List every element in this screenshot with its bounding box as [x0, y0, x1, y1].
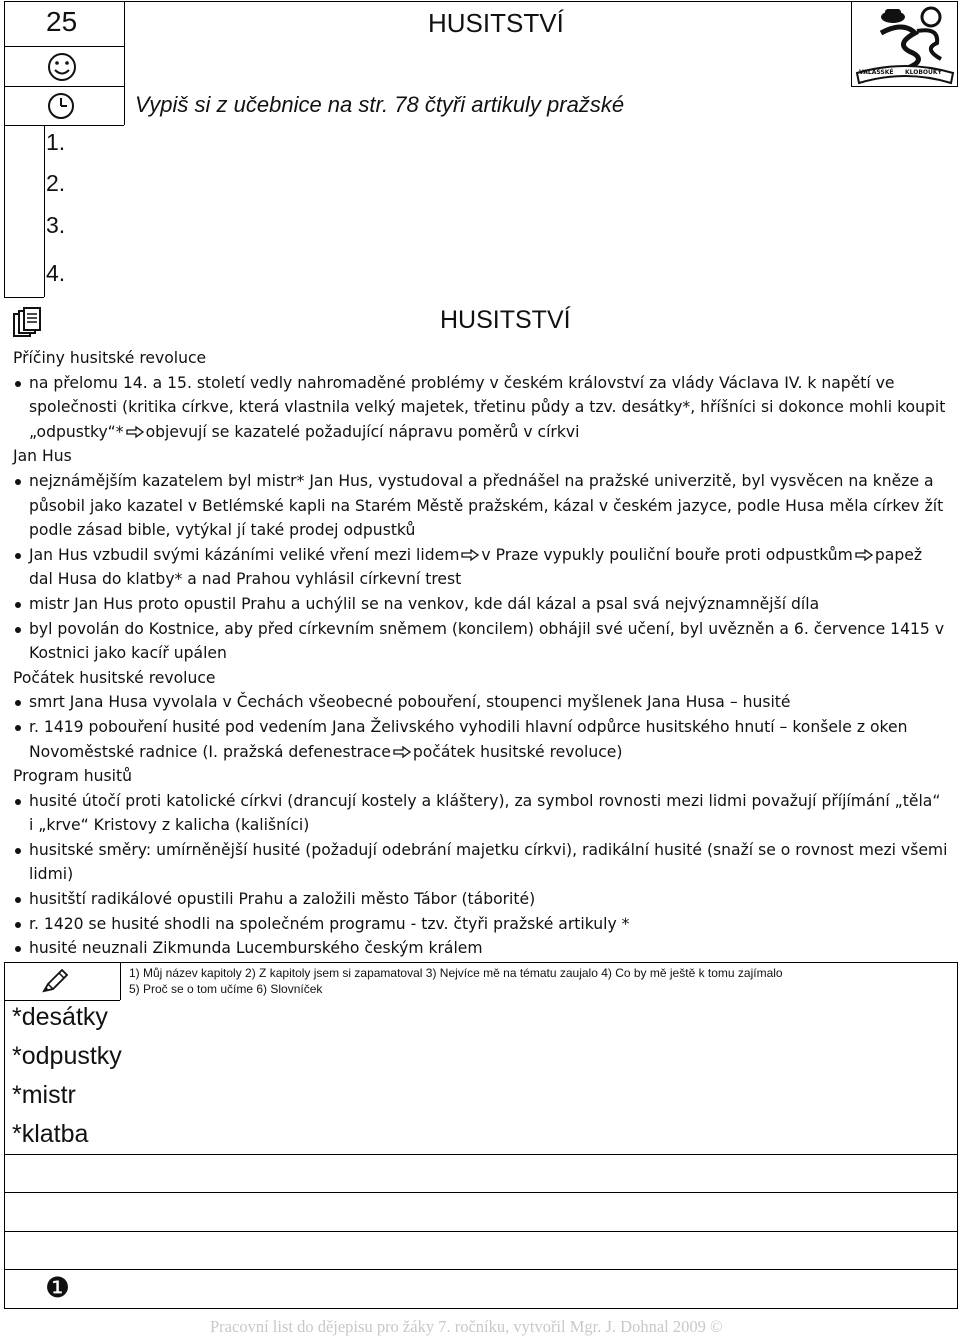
bottom-marker: ❶: [45, 1271, 71, 1304]
list-item: byl povolán do Kostnice, aby před církevním sněmem (koncilem) obhájil své učení, byl uvězněn a 6. července 1415 v Kostnici jako kacíř upálen: [13, 617, 948, 666]
pencil-icon: [40, 967, 70, 995]
list-item: husitští radikálové opustili Prahu a založili město Tábor (táborité): [13, 887, 948, 912]
smiley-icon: [47, 52, 77, 82]
list-item: smrt Jana Husa vyvolala v Čechách všeobecné pobouření, stoupenci myšlenek Jana Husa – husité: [13, 690, 948, 715]
list-item: husité neuznali Zikmunda Lucemburského českým králem: [13, 936, 948, 961]
glossary-term: *mistr: [12, 1081, 76, 1109]
list-program: [13, 789, 948, 961]
list-item: husitské směry: umírněnější husité (požadují odebrání majetku církvi), radikální husité (snaží se o rovnost mezi všemi lidmi): [13, 838, 948, 887]
list-item: Jan Hus vzbudil svými kázáními veliké vření mezi lidem v Praze vypukly pouliční bouře proti odpustkům papež dal Husa do klatby* a nad Prahou vyhlásil církevní trest: [13, 543, 948, 592]
logo-text-right: KLOBOUKY: [905, 69, 942, 76]
chapter-note-line-2: 5) Proč se o tom učíme 6) Slovníček: [129, 982, 323, 996]
task-instruction: Vypiš si z učebnice na str. 78 čtyři artikuly pražské: [135, 92, 625, 117]
task-item-4: 4.: [46, 260, 66, 286]
glossary-terms: [12, 998, 122, 1154]
chapter-note-line-1: 1) Můj název kapitoly 2) Z kapitoly jsem si zapamatoval 3) Nejvíce mě na tématu zaujalo 4) Co by mě ještě k tomu zajímalo: [129, 966, 783, 980]
arrow-right-icon: [126, 426, 144, 438]
list-item: husité útočí proti katolické církvi (drancují kostely a kláštery), za symbol rovnosti mezi lidmi považují příjímání „těla“ i „krve“ Kristovy z kalicha (kališníci): [13, 789, 948, 838]
glossary-term: *desátky: [12, 1003, 108, 1031]
glossary-term: *odpustky: [12, 1042, 122, 1070]
lesson-number: 25: [46, 6, 78, 37]
clock-icon: [47, 92, 75, 120]
list-item: nejznámějším kazatelem byl mistr* Jan Hus, vystudoval a přednášel na pražské univerzitě, byl vysvěcen na kněze a působil jako kazatel v Betlémské kapli na Starém Městě pražském, kázal v českém jazyce, podle Husa měla církev žít podle zásad bible, vytýkal jí také prodej odpustků: [13, 469, 948, 543]
list-item: r. 1419 pobouření husité pod vedením Jana Želivského vyhodili hlavní odpůrce husitského hnutí – konšele z oken Novoměstské radnice (I. pražská defenestrace počátek husitské revoluce): [13, 715, 948, 764]
list-causes: [13, 371, 948, 445]
arrow-right-icon: [461, 549, 479, 561]
pages-icon: [12, 306, 42, 340]
header-title: HUSITSTVÍ: [428, 8, 564, 38]
body-text: [13, 346, 948, 961]
list-item: r. 1420 se husité shodli na společném programu - tzv. čtyři pražské artikuly *: [13, 912, 948, 937]
list-hus: [13, 469, 948, 666]
logo-text-left: VALAŠSKÉ: [859, 69, 894, 76]
main-title: HUSITSTVÍ: [440, 306, 571, 334]
task-item-1: 1.: [46, 129, 66, 155]
section-heading-beginning: Počátek husitské revoluce: [13, 668, 216, 687]
logo-icon: [853, 3, 956, 85]
section-heading-causes: Příčiny husitské revoluce: [13, 349, 207, 367]
arrow-right-icon: [393, 746, 411, 758]
list-beginning: [13, 690, 948, 764]
list-item: na přelomu 14. a 15. století vedly nahromaděné problémy v českém království za vlády Václava IV. k napětí ve společnosti (kritika církve, která vlastnila velký majetek, třetinu půdy a tzv. desátky*, hříšníci si dokonce mohli koupit „odpustky“* objevují se kazatelé požadující nápravu poměrů v církvi: [13, 371, 948, 445]
chapter-note: [129, 965, 783, 997]
section-heading-hus: Jan Hus: [13, 447, 72, 466]
arrow-right-icon: [855, 549, 873, 561]
task-item-3: 3.: [46, 212, 66, 238]
glossary-term: *klatba: [12, 1120, 89, 1148]
section-heading-program: Program husitů: [13, 767, 132, 786]
list-item: mistr Jan Hus proto opustil Prahu a uchýlil se na venkov, kde dál kázal a psal svá nejvýznamnější díla: [13, 592, 948, 617]
task-item-2: 2.: [46, 170, 66, 196]
footer: Pracovní list do dějepisu pro žáky 7. ročníku, vytvořil Mgr. J. Dohnal 2009 ©: [210, 1317, 723, 1336]
